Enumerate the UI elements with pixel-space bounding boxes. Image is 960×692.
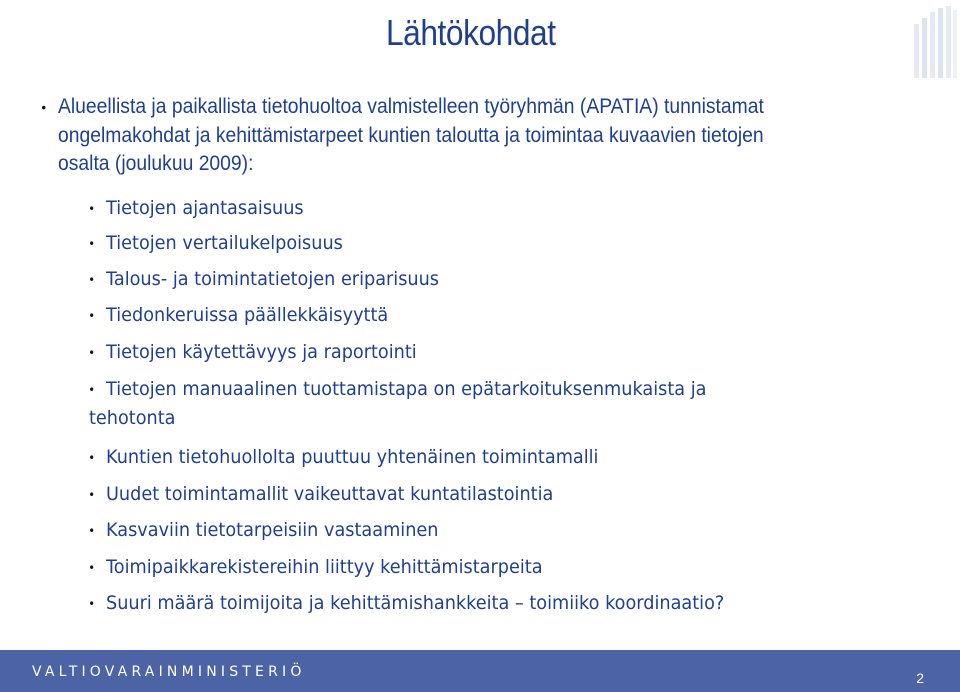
list-item-text: Uudet toimintamallit vaikeuttavat kuntatilastointia — [106, 483, 554, 505]
list-item — [88, 302, 389, 329]
bullet-marker: • — [88, 488, 95, 502]
list-item — [88, 481, 554, 508]
bullet-marker: • — [88, 202, 95, 216]
list-item — [88, 554, 543, 581]
page-number: 2 — [916, 670, 924, 686]
list-item — [88, 339, 417, 366]
bullet-marker: • — [88, 237, 95, 251]
bullet-marker: • — [88, 309, 95, 323]
list-item — [88, 590, 725, 617]
slide-title: Lähtökohdat — [386, 12, 556, 53]
list-item-text: Suuri määrä toimijoita ja kehittämishankkeita – toimiiko koordinaatio? — [106, 592, 725, 614]
list-item — [88, 517, 439, 544]
bullet-marker: • — [88, 597, 95, 611]
list-item — [88, 444, 599, 471]
intro-bullet — [41, 93, 794, 179]
ministry-name: VALTIOVARAINMINISTERIÖ — [32, 664, 306, 680]
list-item-text: Tietojen ajantasaisuus — [106, 197, 304, 219]
bullet-marker: • — [88, 451, 95, 465]
list-item — [88, 195, 304, 222]
list-item-text: Tietojen manuaalinen tuottamistapa on epätarkoituksenmukaista ja — [106, 378, 707, 400]
intro-text: Alueellista ja paikallista tietohuoltoa valmistelleen työryhmän (APATIA) tunnistamat ongelmakohdat ja kehittämistarpeet kuntien taloutta ja toimintaa kuvaavien tietojen osalta (joulukuu 2009): — [58, 95, 764, 175]
footer-bar — [0, 650, 960, 692]
list-item-continuation — [89, 405, 176, 432]
bullet-marker: • — [88, 561, 95, 575]
list-item — [88, 376, 707, 403]
list-item-text: Toimipaikkarekistereihin liittyy kehittämistarpeita — [106, 556, 543, 578]
list-item-text: Kasvaviin tietotarpeisiin vastaaminen — [106, 519, 439, 541]
list-item — [88, 230, 343, 257]
bullet-marker: • — [88, 273, 95, 287]
list-item — [88, 266, 440, 293]
bullet-marker: • — [88, 383, 95, 397]
list-item-text: tehotonta — [89, 407, 176, 429]
bullet-marker: • — [41, 99, 46, 115]
bullet-marker: • — [88, 524, 95, 538]
bullet-marker: • — [88, 346, 95, 360]
list-item-text: Tietojen käytettävyys ja raportointi — [106, 341, 417, 363]
list-item-text: Talous- ja toimintatietojen eriparisuus — [106, 268, 440, 290]
list-item-text: Tietojen vertailukelpoisuus — [106, 232, 343, 254]
list-item-text: Kuntien tietohuollolta puuttuu yhtenäinen toimintamalli — [106, 446, 599, 468]
list-item-text: Tiedonkeruissa päällekkäisyyttä — [106, 304, 389, 326]
